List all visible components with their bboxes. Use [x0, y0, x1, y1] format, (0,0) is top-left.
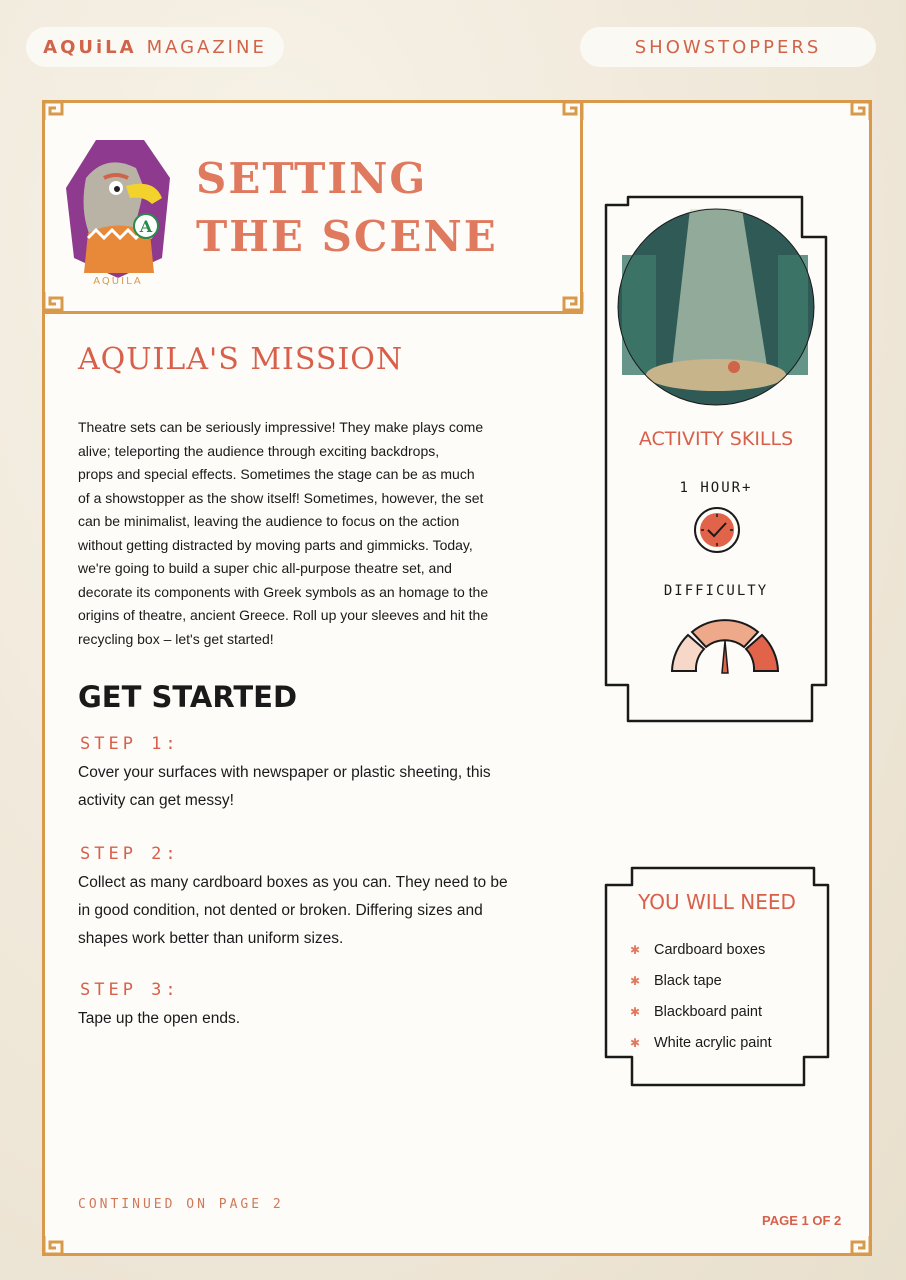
list-item — [630, 1027, 772, 1058]
step-1-label: STEP 1: — [80, 734, 180, 754]
theatre-illustration — [618, 209, 814, 405]
intro-line: props and special effects. Sometimes the stage can be as much — [78, 466, 475, 482]
get-started-heading: GET STARTED — [78, 680, 298, 714]
asterisk-icon: ✱ — [630, 1004, 641, 1019]
corner-ornament-icon — [42, 100, 64, 122]
step-3-text — [78, 1005, 518, 1033]
title-line-2: THE SCENE — [196, 212, 498, 261]
section-name: SHOWSTOPPERS — [634, 36, 822, 58]
step-2-label: STEP 2: — [80, 844, 180, 864]
list-item — [630, 965, 772, 996]
brand-name: AQUiLA — [43, 36, 137, 58]
materials-list — [630, 934, 772, 1058]
list-item — [630, 934, 772, 965]
material-name: White acrylic paint — [654, 1034, 772, 1051]
intro-line: without getting distracted by moving parts and gimmicks. Today, — [78, 536, 473, 553]
step-3-label: STEP 3: — [80, 980, 180, 1000]
step-line: in good condition, not dented or broken. Differing sizes and — [78, 902, 483, 919]
title-line-1: SETTING — [196, 154, 428, 203]
step-line: Cover your surfaces with newspaper or plastic sheeting, this — [78, 764, 491, 781]
corner-ornament-icon — [42, 290, 64, 312]
corner-ornament-icon — [562, 290, 584, 312]
brand-suffix: MAGAZINE — [146, 36, 267, 58]
asterisk-icon: ✱ — [630, 942, 641, 957]
intro-line: alive; teleporting the audience through exciting backdrops, — [78, 442, 440, 459]
clock-icon — [692, 505, 742, 555]
intro-line: recycling box – let's get started! — [78, 630, 274, 647]
material-name: Cardboard boxes — [654, 941, 766, 958]
step-2-text — [78, 869, 518, 953]
list-item — [630, 996, 772, 1027]
activity-skills-title: ACTIVITY SKILLS — [638, 428, 794, 450]
asterisk-icon: ✱ — [630, 1035, 641, 1050]
intro-paragraph — [78, 416, 508, 651]
step-line: Collect as many cardboard boxes as you can. They need to be — [78, 874, 508, 891]
intro-line: Theatre sets can be seriously impressive! They make plays come — [78, 419, 484, 435]
magazine-brand — [26, 27, 284, 67]
section-label — [580, 27, 876, 67]
step-line: Tape up the open ends. — [78, 1010, 241, 1027]
page-number: PAGE 1 OF 2 — [762, 1213, 842, 1228]
intro-line: we're going to build a super chic all-purpose theatre set, and — [78, 560, 452, 576]
aquila-eagle-logo — [66, 138, 170, 288]
time-label: 1 HOUR+ — [679, 480, 753, 496]
material-name: Black tape — [654, 972, 722, 989]
svg-text:AQUILA: AQUILA — [93, 276, 143, 287]
intro-line: can be minimalist, leaving the audience to focus on the action — [78, 513, 460, 529]
step-line: shapes work better than uniform sizes. — [78, 930, 344, 947]
corner-ornament-icon — [42, 1234, 64, 1256]
svg-text:A: A — [139, 217, 153, 236]
step-1-text — [78, 759, 518, 815]
corner-ornament-icon — [562, 100, 584, 122]
difficulty-gauge — [668, 615, 782, 677]
difficulty-label: DIFFICULTY — [663, 583, 769, 599]
step-line: activity can get messy! — [78, 792, 234, 809]
corner-ornament-icon — [850, 100, 872, 122]
mission-heading: AQUILA'S MISSION — [78, 342, 404, 377]
intro-line: origins of theatre, ancient Greece. Roll up your sleeves and hit the — [78, 607, 489, 623]
intro-line: decorate its components with Greek symbols as an homage to the — [78, 583, 489, 600]
asterisk-icon: ✱ — [630, 973, 641, 988]
you-will-need-title: YOU WILL NEED — [638, 890, 796, 914]
intro-line: of a showstopper as the show itself! Sometimes, however, the set — [78, 489, 484, 506]
continued-note: CONTINUED ON PAGE 2 — [78, 1197, 284, 1212]
corner-ornament-icon — [850, 1234, 872, 1256]
material-name: Blackboard paint — [654, 1003, 763, 1020]
page-title — [196, 150, 566, 266]
